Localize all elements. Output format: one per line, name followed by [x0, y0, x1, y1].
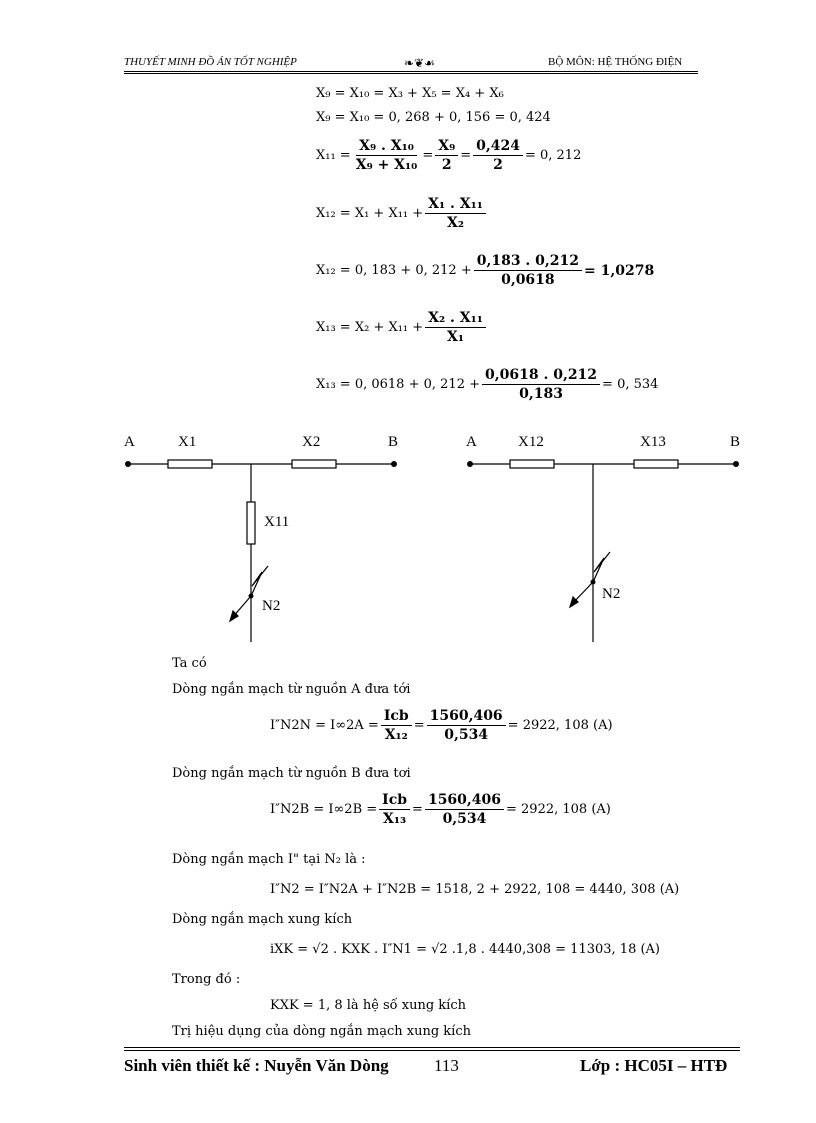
- header-rule: [124, 71, 698, 72]
- eq4-lhs: X₁₂ = X₁ + X₁₁ +: [316, 206, 424, 221]
- resistor-x11: [247, 502, 255, 544]
- eqB-fraction-2: [425, 792, 504, 827]
- circuit-left: [128, 460, 394, 642]
- eqB-f2-num: 1560,406: [425, 792, 504, 810]
- equation-current-b: I″N2B = I∞2B = $\frac{\text{Icb}}{\text{X₁₃}}$ = $\frac{1560,406}{0,534}$ = 2922, 108 (A): [270, 792, 611, 827]
- equation-3: X₁₁ = $\frac{\text{X₉ . X₁₀}}{\text{X₉ + X₁₀}}$ = $\frac{\text{X₉}}{2}$ = $\frac{0,424}{2}$ = 0, 212: [316, 138, 582, 173]
- eq4-num: X₁ . X₁₁: [425, 196, 486, 214]
- circuit-diagrams: [0, 420, 816, 650]
- label-a-right: A: [466, 434, 477, 450]
- text-n2-current: Dòng ngắn mạch I" tại N₂ là :: [172, 852, 366, 867]
- node-b-right: [733, 461, 739, 467]
- eqB-f1-den: X₁₃: [383, 811, 407, 827]
- eq3-fraction-2: [435, 138, 458, 173]
- eq3-f1-den: X₉ + X₁₀: [355, 157, 418, 173]
- resistor-x12: [510, 460, 554, 468]
- label-n2-right: N2: [602, 586, 621, 602]
- label-b-left: B: [388, 434, 399, 450]
- eqA-f1-num: Icb: [381, 708, 412, 726]
- label-x1: X1: [178, 434, 197, 450]
- header-ornament: ❧❦☙: [404, 56, 435, 70]
- fault-bolt-right: [593, 552, 610, 582]
- footer-rule-2: [124, 1050, 740, 1051]
- eq4-den: X₂: [447, 215, 465, 231]
- text-rms: Trị hiệu dụng của dòng ngắn mạch xung kích: [172, 1024, 471, 1039]
- equation-1: X₉ = X₁₀ = X₃ + X₅ = X₄ + X₆: [316, 86, 504, 101]
- text-ta-co: Ta có: [172, 656, 207, 671]
- eqA-f1-den: X₁₂: [384, 727, 408, 743]
- node-a-left: [125, 461, 131, 467]
- resistor-x2: [292, 460, 336, 468]
- eq3-f3-den: 2: [493, 157, 503, 173]
- eq7-lhs: X₁₃ = 0, 0618 + 0, 212 +: [316, 377, 480, 392]
- label-x12: X12: [518, 434, 544, 450]
- eq6-lhs: X₁₃ = X₂ + X₁₁ +: [316, 320, 424, 335]
- footer-class: Lớp : HC05I – HTĐ: [580, 1056, 728, 1075]
- eqB-fraction-1: [379, 792, 410, 827]
- text-trong-do: Trong đó :: [172, 972, 241, 987]
- eq6-num: X₂ . X₁₁: [425, 310, 486, 328]
- eq3-f1-num: X₉ . X₁₀: [356, 138, 417, 156]
- eq5-fraction: [474, 253, 582, 288]
- eq5-den: 0,0618: [501, 272, 555, 288]
- eqB-result: = 2922, 108 (A): [506, 802, 611, 817]
- header-rule-2: [124, 73, 698, 74]
- text-source-a: Dòng ngắn mạch từ nguồn A đưa tới: [172, 682, 411, 697]
- eq3-result: = 0, 212: [524, 148, 582, 163]
- eqB-lhs: I″N2B = I∞2B =: [270, 802, 378, 817]
- eq3-f2-num: X₉: [435, 138, 458, 156]
- footer-author: Sinh viên thiết kế : Nuyễn Văn Dòng: [124, 1056, 389, 1075]
- footer-page-number: 113: [434, 1056, 459, 1075]
- label-x2: X2: [302, 434, 321, 450]
- eq3-f2-den: 2: [441, 157, 452, 173]
- eqA-fraction-2: [427, 708, 506, 743]
- header-title-left: THUYẾT MINH ĐỒ ÁN TỐT NGHIỆP: [124, 56, 297, 68]
- fault-point-right: [591, 580, 596, 585]
- equation-5: [316, 253, 654, 288]
- label-a-left: A: [124, 434, 135, 450]
- eq7-result: = 0, 534: [602, 377, 659, 392]
- eqB-f2-den: 0,534: [442, 811, 487, 827]
- eqA-result: = 2922, 108 (A): [507, 718, 613, 733]
- text-source-b: Dòng ngắn mạch từ nguồn B đưa tơi: [172, 766, 411, 781]
- equation-7: [316, 367, 658, 402]
- equation-impulse: iXK = √2 . KXK . I″N1 = √2 .1,8 . 4440,308 = 11303, 18 (A): [270, 942, 661, 957]
- eqA-f2-num: 1560,406: [427, 708, 506, 726]
- equation-2: X₉ = X₁₀ = 0, 268 + 0, 156 = 0, 424: [316, 110, 551, 125]
- node-b-left: [391, 461, 397, 467]
- equation-current-a: I″N2N = I∞2A = $\frac{\text{Icb}}{\text{X₁₂}}$ = $\frac{1560,406}{0,534}$ = 2922, 108 (A): [270, 708, 613, 743]
- equation-6: [316, 310, 488, 345]
- eq5-num: 0,183 . 0,212: [474, 253, 582, 271]
- eqB-f1-num: Icb: [379, 792, 410, 810]
- eq3-fraction-3: [473, 138, 523, 173]
- text-impulse: Dòng ngắn mạch xung kích: [172, 912, 353, 927]
- equation-n2-total: I″N2 = I″N2A + I″N2B = 1518, 2 + 2922, 108 = 4440, 308 (A): [270, 882, 680, 897]
- label-x11: X11: [264, 514, 290, 530]
- label-n2-left: N2: [262, 598, 281, 614]
- footer-rule: [124, 1047, 740, 1048]
- eq3-lhs: X₁₁ =: [316, 148, 351, 163]
- label-x13: X13: [640, 434, 666, 450]
- circuit-right: [470, 460, 736, 642]
- eq3-f3-num: 0,424: [473, 138, 523, 156]
- eq3-fraction-1: [353, 138, 421, 173]
- eqA-f2-den: 0,534: [444, 727, 489, 743]
- label-b-right: B: [730, 434, 741, 450]
- eq6-den: X₁: [447, 329, 465, 345]
- fault-bolt-left: [251, 566, 268, 596]
- eq7-fraction: [482, 367, 600, 402]
- eqA-fraction-1: [381, 708, 412, 743]
- eq5-lhs: X₁₂ = 0, 183 + 0, 212 +: [316, 263, 472, 278]
- text-kxk: KXK = 1, 8 là hệ số xung kích: [270, 998, 466, 1013]
- equation-4: [316, 196, 488, 231]
- eq7-num: 0,0618 . 0,212: [482, 367, 600, 385]
- node-a-right: [467, 461, 473, 467]
- eq5-result: = 1,0278: [584, 262, 655, 279]
- eqA-lhs: I″N2N = I∞2A =: [270, 718, 379, 733]
- eq6-fraction: [425, 310, 486, 345]
- resistor-x1: [168, 460, 212, 468]
- resistor-x13: [634, 460, 678, 468]
- fault-point-left: [249, 594, 254, 599]
- eq4-fraction: [425, 196, 486, 231]
- header-title-right: BỘ MÔN: HỆ THỐNG ĐIỆN: [548, 56, 683, 68]
- eq7-den: 0,183: [519, 386, 563, 402]
